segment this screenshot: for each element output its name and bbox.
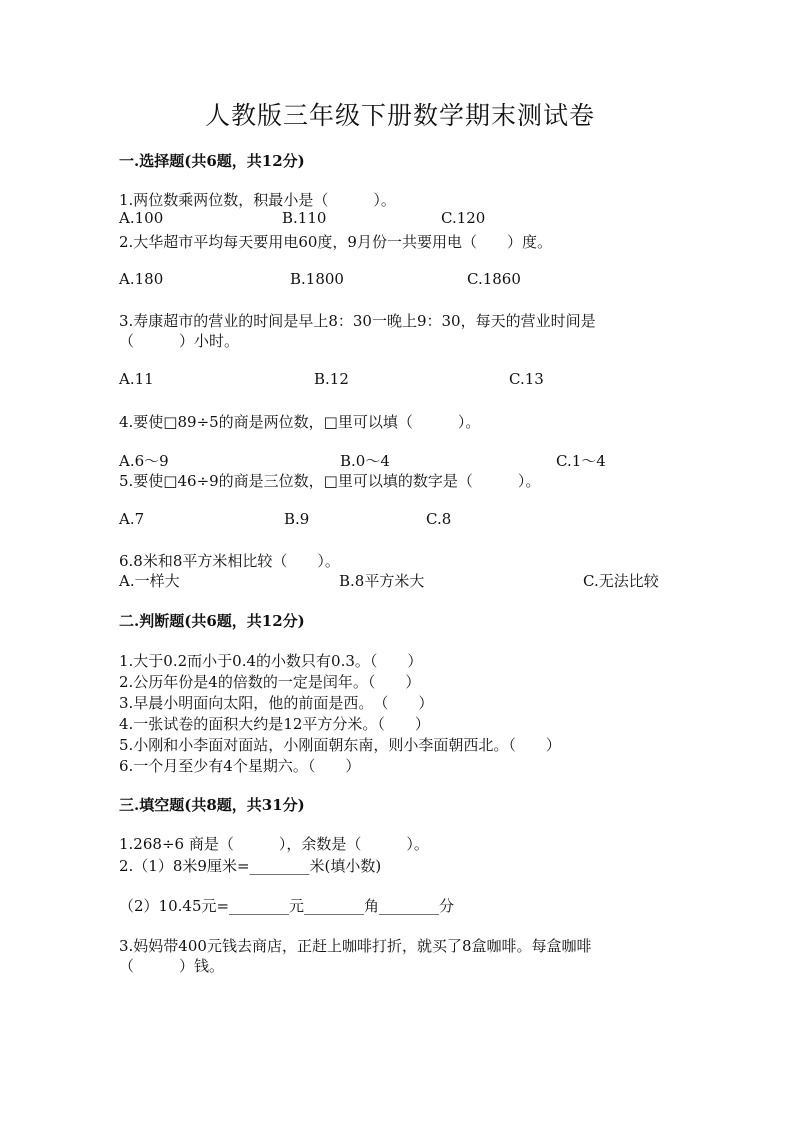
fill-question-3-line-2: （ ）钱。 — [119, 957, 225, 975]
option-c: C.无法比较 — [583, 572, 659, 590]
question-3-line-2: （ ）小时。 — [119, 332, 240, 350]
option-a: A.180 — [119, 270, 164, 288]
question-6: 6.8米和8平方米相比较（ ）。 — [119, 552, 340, 570]
option-b: B.9 — [284, 510, 310, 528]
fill-question-1: 1.268÷6 商是（ ），余数是（ ）。 — [119, 835, 429, 853]
question-5: 5.要使□46÷9的商是三位数，□里可以填的数字是（ ）。 — [119, 472, 541, 490]
option-b: B.110 — [282, 209, 327, 227]
section-heading-fill-in: 三.填空题(共8题，共31分) — [119, 796, 305, 814]
option-a: A.一样大 — [119, 572, 180, 590]
option-c: C.1～4 — [556, 452, 606, 470]
judgement-item: 1.大于0.2而小于0.4的小数只有0.3。（ ） — [119, 652, 423, 670]
judgement-item: 6.一个月至少有4个星期六。（ ） — [119, 757, 361, 775]
judgement-item: 4.一张试卷的面积大约是12平方分米。（ ） — [119, 715, 430, 733]
question-3-line-1: 3.寿康超市的营业的时间是早上8：30一晚上9：30，每天的营业时间是 — [119, 312, 596, 330]
option-b: B.8平方米大 — [339, 572, 425, 590]
judgement-item: 2.公历年份是4的倍数的一定是闰年。（ ） — [119, 673, 421, 691]
option-a: A.11 — [119, 370, 154, 388]
option-c: C.13 — [509, 370, 544, 388]
question-2: 2.大华超市平均每天要用电60度，9月份一共要用电（ ）度。 — [119, 233, 552, 251]
option-b: B.12 — [314, 370, 349, 388]
option-c: C.1860 — [467, 270, 521, 288]
question-1: 1.两位数乘两位数，积最小是（ ）。 — [119, 191, 396, 209]
fill-question-3-line-1: 3.妈妈带400元钱去商店，正赶上咖啡打折，就买了8盒咖啡。每盒咖啡 — [119, 937, 592, 955]
option-a: A.100 — [119, 209, 164, 227]
section-heading-choice: 一.选择题(共6题，共12分) — [119, 152, 305, 170]
page-title: 人教版三年级下册数学期末测试卷 — [204, 101, 595, 130]
fill-question-2-part-1: 2.（1）8米9厘米=________米(填小数) — [119, 857, 382, 875]
option-c: C.120 — [441, 209, 486, 227]
option-a: A.6～9 — [119, 452, 169, 470]
option-c: C.8 — [426, 510, 452, 528]
question-4: 4.要使□89÷5的商是两位数，□里可以填（ ）。 — [119, 413, 481, 431]
judgement-item: 3.早晨小明面向太阳，他的前面是西。 （ ） — [119, 694, 434, 712]
option-b: B.1800 — [290, 270, 344, 288]
fill-question-2-part-2: （2）10.45元=________元________角________分 — [119, 897, 455, 915]
section-heading-judgement: 二.判断题(共6题，共12分) — [119, 612, 305, 630]
judgement-item: 5.小刚和小李面对面站，小刚面朝东南，则小李面朝西北。（ ） — [119, 736, 561, 754]
option-a: A.7 — [119, 510, 145, 528]
option-b: B.0～4 — [340, 452, 390, 470]
